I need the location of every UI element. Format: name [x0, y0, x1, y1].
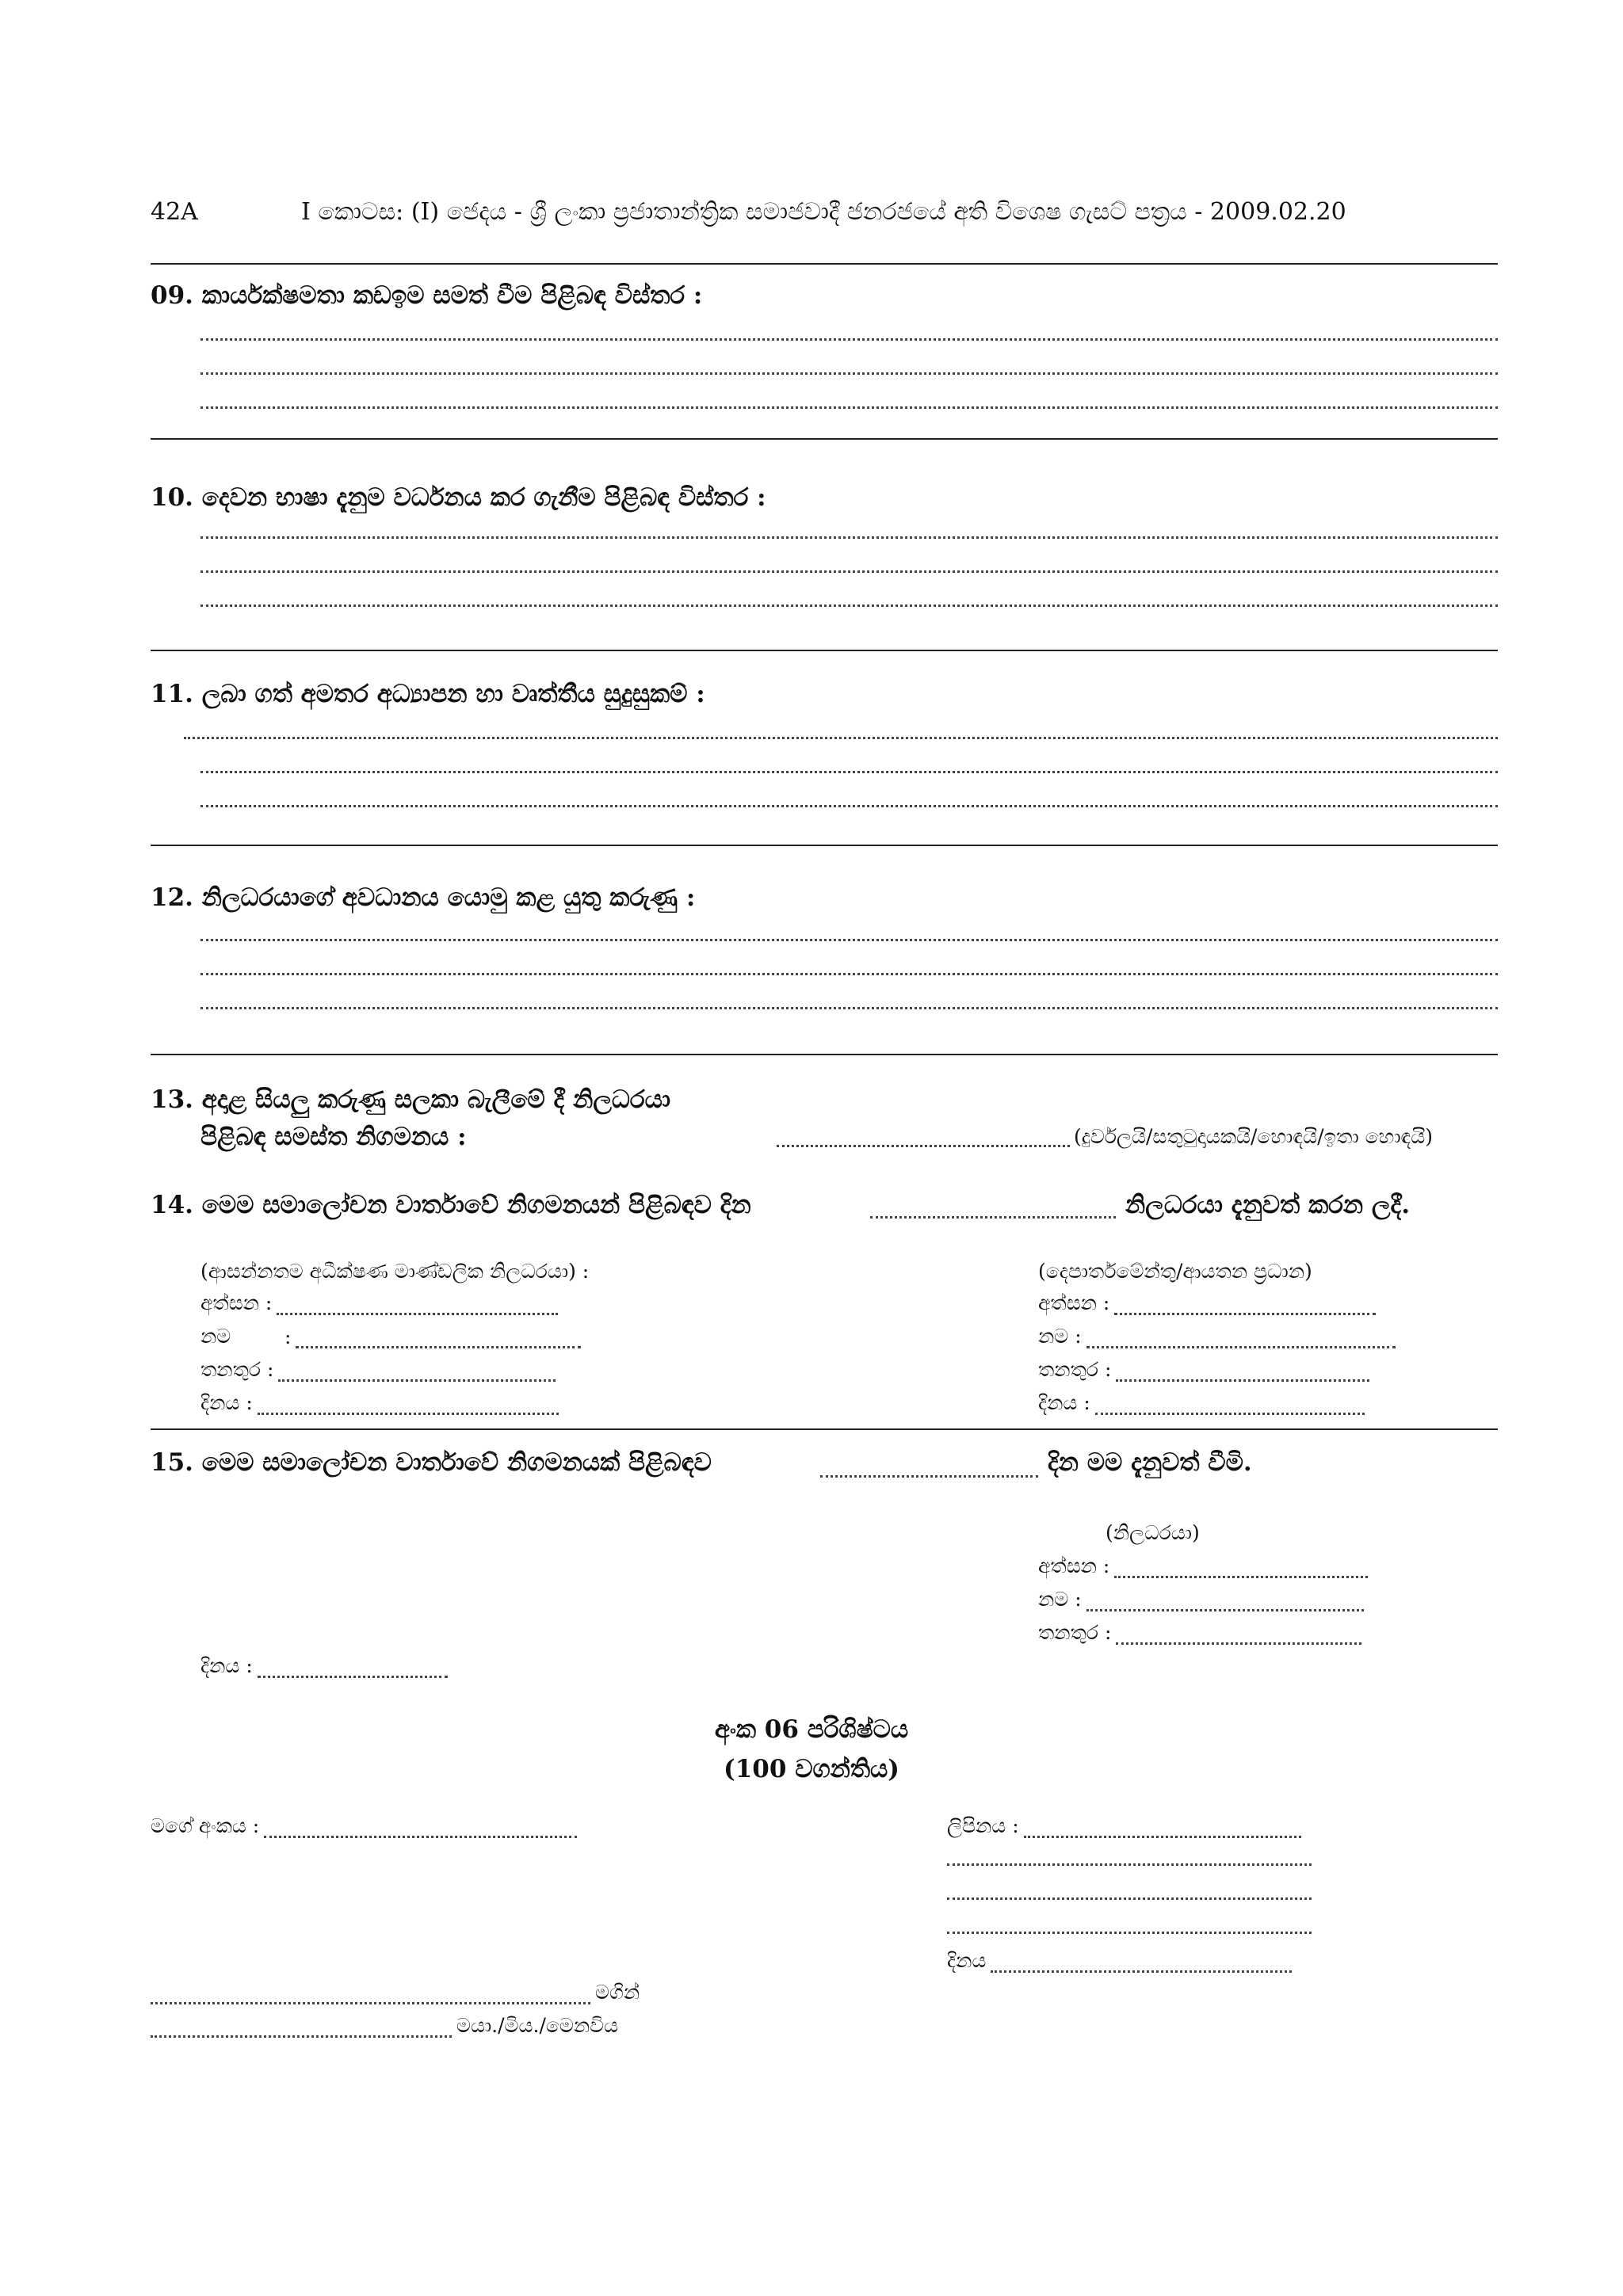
by-label: මගින්	[595, 1981, 640, 2004]
annex-date-label: දිනය	[947, 1949, 987, 1972]
section-11-heading: 11. ලබා ගත් අමතර අධ්‍යාපන හා වෘත්තීය සුදුසුකම් :	[151, 680, 705, 708]
section-13-heading: 13. අදාළ සියලු කරුණු සලකා බැලීමේ දී නිලධරයා	[151, 1085, 671, 1114]
head-date-field[interactable]	[1038, 1391, 1365, 1415]
signature-label: අත්සන :	[1038, 1291, 1110, 1314]
annex-title: අංක 06 පරිශිෂ්ටය	[714, 1715, 909, 1744]
supervisor-designation-field[interactable]	[200, 1358, 556, 1382]
supervisor-date-field[interactable]	[200, 1391, 559, 1415]
supervisor-name-field[interactable]: නම :	[200, 1325, 581, 1348]
name-label: නම	[200, 1325, 231, 1348]
section-11-answer-line[interactable]	[200, 771, 1498, 773]
officer-name-field[interactable]	[1038, 1588, 1364, 1611]
designation-label: තනතුර :	[200, 1358, 274, 1381]
section-10-answer-line[interactable]	[200, 605, 1498, 607]
section-14-suffix: නිලධරයා දැනුවත් කරන ලදී.	[1125, 1191, 1411, 1219]
address-field[interactable]	[947, 1814, 1301, 1838]
section-14-prefix: 14. මෙම සමාලෝචන වාර්තාවේ නිගමනයන් පිළිබඳව දින	[151, 1191, 751, 1219]
section-10-answer-line[interactable]	[200, 570, 1498, 573]
date-label: දිනය :	[1038, 1391, 1090, 1414]
date-label: දිනය :	[200, 1391, 253, 1414]
section-13-conclusion-label: පිළිබඳ සමස්ත නිගමනය :	[200, 1123, 467, 1151]
section-15-suffix: දින මම දැනුවත් වීමි.	[1048, 1448, 1252, 1477]
head-signature-field[interactable]	[1038, 1291, 1376, 1315]
section-12-heading: 12. නිලධරයාගේ අවධානය යොමු කළ යුතු කරුණු :	[151, 883, 696, 912]
section-15-date-field[interactable]	[820, 1475, 1038, 1478]
section-divider	[151, 1054, 1498, 1055]
section-09-answer-line[interactable]	[200, 406, 1498, 409]
section-divider	[151, 845, 1498, 846]
officer-signature-field[interactable]	[1038, 1554, 1368, 1578]
head-designation-field[interactable]	[1038, 1358, 1369, 1382]
section-11-answer-line[interactable]	[184, 737, 1498, 739]
section-13-rating-options: (දුර්වලයි/සතුටුදායකයි/හොඳයි/ඉතා හොඳයි)	[1074, 1125, 1434, 1148]
annex-date-field[interactable]	[947, 1949, 1292, 1973]
gazette-header-title: I කොටස: (I) ජෙදය - ශ්‍රී ලංකා ප්‍රජාතාන්ත්‍රික සමාජවාදී ජනරජයේ අති විශෙෂ ගැසට් පත්‍රය - 2009.02.20	[301, 198, 1346, 226]
officer-title: (නිලධරයා)	[1106, 1521, 1200, 1544]
head-name-field[interactable]	[1038, 1325, 1396, 1348]
by-field[interactable]	[151, 1981, 640, 2004]
officer-date-field[interactable]	[200, 1654, 448, 1678]
name-label: නම :	[1038, 1325, 1082, 1348]
department-head-title: (දෙපාර්තමේන්තු/ආයතන ප්‍රධාන)	[1038, 1260, 1312, 1283]
section-10-answer-line[interactable]	[200, 536, 1498, 539]
address-line[interactable]	[947, 1863, 1312, 1866]
honorific-label: මයා./මිය./මෙනවිය	[456, 2014, 619, 2037]
header-divider	[151, 263, 1498, 265]
section-13-conclusion-field[interactable]	[777, 1145, 1070, 1147]
section-10-heading: 10. දෙවන භාෂා දැනුම වර්ධනය කර ගැනීම පිළිබඳ විස්තර :	[151, 483, 766, 512]
section-09-heading: 09. කාර්යක්ෂමතා කඩඉම සමත් වීම පිළිබඳ විස්තර :	[151, 281, 703, 310]
address-line[interactable]	[947, 1932, 1312, 1934]
section-09-answer-line[interactable]	[200, 338, 1498, 341]
section-12-answer-line[interactable]	[200, 939, 1498, 941]
section-12-answer-line[interactable]	[200, 1007, 1498, 1009]
section-09-answer-line[interactable]	[200, 372, 1498, 375]
supervisor-signature-field[interactable]	[200, 1291, 558, 1315]
address-line[interactable]	[947, 1897, 1312, 1900]
section-12-answer-line[interactable]	[200, 973, 1498, 975]
designation-label: තනතුර :	[1038, 1621, 1112, 1644]
signature-label: අත්සන :	[1038, 1554, 1110, 1577]
date-label: දිනය :	[200, 1654, 253, 1677]
supervisor-title: (ආසන්නතම අධීක්ෂණ මාණ්ඩලික නිලධරයා) :	[200, 1260, 590, 1283]
name-label: නම :	[1038, 1588, 1082, 1611]
section-divider	[151, 650, 1498, 651]
designation-label: තනතුර :	[1038, 1358, 1112, 1381]
my-number-label: මගේ අංකය :	[151, 1814, 260, 1837]
section-divider	[151, 1428, 1498, 1430]
address-label: ලිපිනය :	[947, 1814, 1019, 1837]
my-number-field[interactable]	[151, 1814, 577, 1838]
page-number: 42A	[151, 198, 198, 226]
officer-designation-field[interactable]	[1038, 1621, 1361, 1645]
section-14-date-field[interactable]	[870, 1216, 1116, 1219]
section-11-answer-line[interactable]	[200, 805, 1498, 807]
honorific-field[interactable]	[151, 2014, 618, 2038]
section-divider	[151, 438, 1498, 440]
annex-subtitle: (100 වගන්තිය)	[724, 1755, 899, 1783]
signature-label: අත්සන :	[200, 1291, 273, 1314]
section-15-prefix: 15. මෙම සමාලෝචන වාර්තාවේ නිගමනයක් පිළිබඳව	[151, 1448, 712, 1477]
